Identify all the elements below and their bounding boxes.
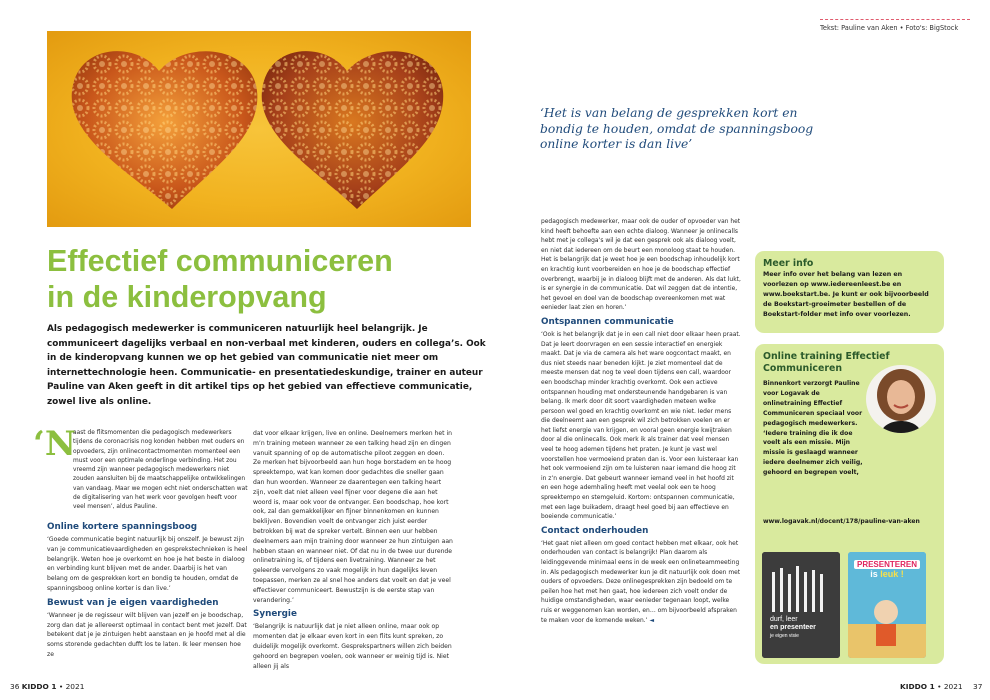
col3-heading-1: Ontspannen communicatie [541, 316, 674, 327]
footer-right-page: 37 [973, 682, 983, 691]
credit-rule [820, 19, 970, 20]
info-box-text: Meer info over het belang van lezen en voorlezen op www.iedereenleest.be en www.boekstart.be. Je kunt er ook bijvoorbeeld de Boekstart-groeimeter bestellen of de Boekstart-folder met info over voorlezen. [763, 271, 929, 318]
col3-paragraph-1: pedagogisch medewerker, maar ook de ouder of opvoeder van het kind heeft behoefte aan een echte dialoog. Wanneer je onlinecalls hebt met je collega’s wil je dat een gesprek ook als dialoog voelt, en niet dat iedereen om de beurt een monoloog staat te houden. Het is belangrijk dat je weet hoe je een boodschap inhoudelijk kort en krachtig kunt voorbereiden en hoe je de boodschap effectief overbrengt, waarbij je in dialoog blijft met de anderen. Als dat lukt, is er synergie in de communicatie. Dat wil zeggen dat de intentie, het gevoel en doel van de boodschap overeenkomen met wat eenieder laat zien en horen.’ [541, 218, 741, 312]
drop-quote-mark: ‘N [33, 424, 76, 464]
column-1-lead [73, 429, 249, 513]
book-cover-durf-leer [762, 552, 840, 658]
col3-paragraph-3-text: ‘Het gaat niet alleen om goed contact hebben met elkaar, ook het onderhouden van contact is belangrijk! Plan daarom als leidinggevende minimaal eens in de week een onlineteammeeting in. Als pedagogisch medewerker kun je dit natuurlijk ook doen met ouders of opvoeders. Deze onlinegesprekken zijn bedoeld om te peilen hoe het met hen gaat, hoe iedereen zich voelt onder de huidige omstandigheden, waar eenieder tegenaan loopt, welke ruis er weggenomen kan worden, en… om bijvoorbeeld afspraken te maken voor de komende weken.’ [541, 539, 741, 624]
col1-heading-1: Online kortere spanningsboog [47, 522, 198, 532]
title-line-2: in de kinderopvang [47, 280, 327, 314]
footer-right-mag: KIDDO 1 [900, 682, 935, 691]
col1-paragraph-2: ‘Goede communicatie begint natuurlijk bij onszelf. Je bewust zijn van je communicatievaardigheden en gesprekstechnieken is heel belangrijk. Weten hoe je overkomt en hoe je het beste in dialoog en verbinding kunt blijven met de ander. Daarbij is het van belang om de gesprekken kort en bondig te houden, omdat de spanningsboog online korter is dan live.’ [47, 536, 248, 592]
column-2 [253, 429, 453, 671]
training-box-text-narrow [763, 379, 863, 478]
training-box-title-1: Online training Effectief [763, 351, 890, 362]
author-portrait [866, 365, 936, 433]
footer-right [900, 682, 982, 691]
pull-quote: ‘Het is van belang de gesprekken kort en bondig te houden, omdat de spanningsboog online korter is dan live’ [540, 106, 814, 152]
col3-paragraph-3 [541, 539, 741, 625]
column-1 [47, 518, 249, 660]
book1-line-2: en presenteer [770, 624, 816, 631]
photo-credit: Tekst: Pauline van Aken • Foto's: BigStock [820, 24, 959, 32]
info-box-meer-info [755, 251, 944, 333]
footer-right-year: • 2021 [937, 682, 963, 691]
training-box-paragraph: Binnenkort verzorgt Pauline voor Logavak de onlinetraining Effectief Communiceren speciaal voor pedagogisch medewerkers. ‘Iedere training die ik doe voelt als een missie. Mijn missie is geslaagd wanneer iedere deelnemer zich veilig, gehoord en begrepen voelt, [763, 380, 863, 477]
col2-heading-1: Synergie [253, 609, 297, 620]
footer-left [10, 682, 84, 691]
col2-paragraph-2: ‘Belangrijk is natuurlijk dat je niet alleen online, maar ook op momenten dat je elkaar even kort in een flits kunt spreken, zo duidelijk mogelijk overkomt. Gesprekspartners willen zich beiden gehoord en begrepen voelen, ook wanneer er weinig tijd is. Niet alleen jij als [253, 623, 452, 670]
training-box-text-wide [763, 477, 939, 527]
footer-left-page: 36 [10, 682, 20, 691]
book2-line-2: is [870, 569, 881, 579]
col1-paragraph-1: aast de flitsmomenten die pedagogisch medewerkers tijdens de coronacrisis nog konden hebben met ouders en opvoeders, zijn onlinecontactmomenten momenteel een must voor een optimale onderlinge verbinding. Het zou vreemd zijn wanneer pedagogisch medewerkers niet zouden aansluiten bij de maatschappelijke ontwikkelingen van vandaag. Maar we mogen echt niet onderschatten wat de digitalisering van het werk voor gevolgen heeft voor veel mensen’, aldus Pauline. [73, 430, 248, 511]
hero-image-gear-hearts [47, 31, 471, 227]
book2-line-3: leuk ! [880, 569, 904, 579]
book-cover-presenteren [848, 552, 926, 658]
intro-paragraph: Als pedagogisch medewerker is communiceren natuurlijk heel belangrijk. Je communiceert dagelijks verbaal en non-verbaal met kinderen, ouders en collega’s. Ook in de kinderopvang kunnen we op het gebied van communicatie niet meer om internettechnologie heen. Communicatie- en presentatiedeskundige, trainer en auteur Pauline van Aken geeft in dit artikel tips op het gebied van effectieve communicatie, zowel live als online. [47, 324, 486, 407]
article-title [47, 243, 467, 315]
col3-heading-2: Contact onderhouden [541, 525, 649, 536]
training-box-title-2: Communiceren [763, 363, 842, 374]
col2-paragraph-1: dat voor elkaar krijgen, live en online. Deelnemers merken het in m’n training meteen wanneer ze een talking head zijn en dingen vanuit spanning of op de automatische piloot zeggen en doen. Ze merken het bijvoorbeeld aan hun hoge borstadem en te hoog spreektempo, wat kan komen door gedachtes die sneller gaan dan hun woorden. Wanneer ze daarentegen een talking heart zijn, voelt dat niet alleen veel fijner voor degene die aan het woord is, maar ook voor de ontvanger. Een boodschap, hoe kort ook, zal dan gemakkelijker en fijner binnenkomen en kunnen beklijven. Bovendien voelt de ontvanger zich juist eerder betrokken bij wat de spreker vertelt. Binnen een uur hebben deelnemers aan mijn training door wanneer ze hun zintuigen aan hebben staan en wanneer niet. Of dat nu in de twee uur durende onlinetraining is, of tijdens een livetraining. Wanneer ze het geleerde vervolgens zo vaak mogelijk in hun dagelijks leven toepassen, merken ze al snel hoe anders dat voelt en dat je veel effectiever communiceert. Bewustzijn is de eerste stap van verandering.’ [253, 430, 453, 604]
footer-left-year: • 2021 [58, 682, 85, 691]
footer-left-mag: KIDDO 1 [21, 682, 57, 691]
column-3 [541, 217, 741, 625]
book1-line-3: je eigen visie [770, 633, 799, 639]
col3-paragraph-2: ‘Ook is het belangrijk dat je in een call niet door elkaar heen praat. Dat je leert doorvragen en een sessie interactief en energiek maakt. Dat je via de camera als het ware oogcontact maakt, en dus niet steeds naar beneden kijkt. Je ziet momenteel dat de meeste mensen dat nog te veel doen tijdens een call, waardoor een boodschap minder krachtig overkomt. Ook een actieve ontspannen houding met ondersteunende handgebaren is van belang. Ik merk door dit soort vaardigheden meteen welke persoon wel goed en krachtig overkomt en wie niet. Ieder mens die deelneemt aan een gesprek wil zich betrokken voelen en er het liefst energie van krijgen, en vooral geen energie kwijtraken door al die onlinecalls. Ook merk ik als trainer dat veel mensen veel te hoog ademen tijdens het praten. Je kunt je vast wel voorstellen hoe vermoeiend praten dan is. Voor een luisteraar kan het ook vermoeiend zijn om te luisteren naar iemand die hoog zit in z’n energie. Dat gebeurt wanneer iemand veel in het hoofd zit en een hoge ademhaling heeft met veelal ook een te hoog spreektempo en stemgeluid. Kortom: ontspannen communicatie, met een lage buikadem, draagt heel goed bij aan effectieve en boeiende communicatie.’ [541, 330, 741, 521]
book2-line-1: PRESENTEREN [854, 560, 920, 569]
training-box-link: www.logavak.nl/docent/178/pauline-van-aken [763, 518, 920, 525]
book1-line-1: durf, leer [770, 616, 798, 623]
col1-heading-2: Bewust van je eigen vaardigheden [47, 597, 219, 608]
gear-hearts-illustration [47, 31, 471, 227]
col1-paragraph-3: ‘Wanneer je de regisseur wilt blijven van jezelf en je boodschap, zorg dan dat je allereerst optimaal in contact bent met jezelf. Dat betekent dat je je zintuigen hebt aanstaan en je hoofd met al die soms storende gedachten dufft los te laten. Ik leer mensen hoe ze [47, 611, 247, 658]
info-box-title: Meer info [763, 258, 814, 269]
title-line-1: Effectief communiceren [47, 244, 393, 278]
end-mark-icon: ◄ [649, 616, 655, 624]
